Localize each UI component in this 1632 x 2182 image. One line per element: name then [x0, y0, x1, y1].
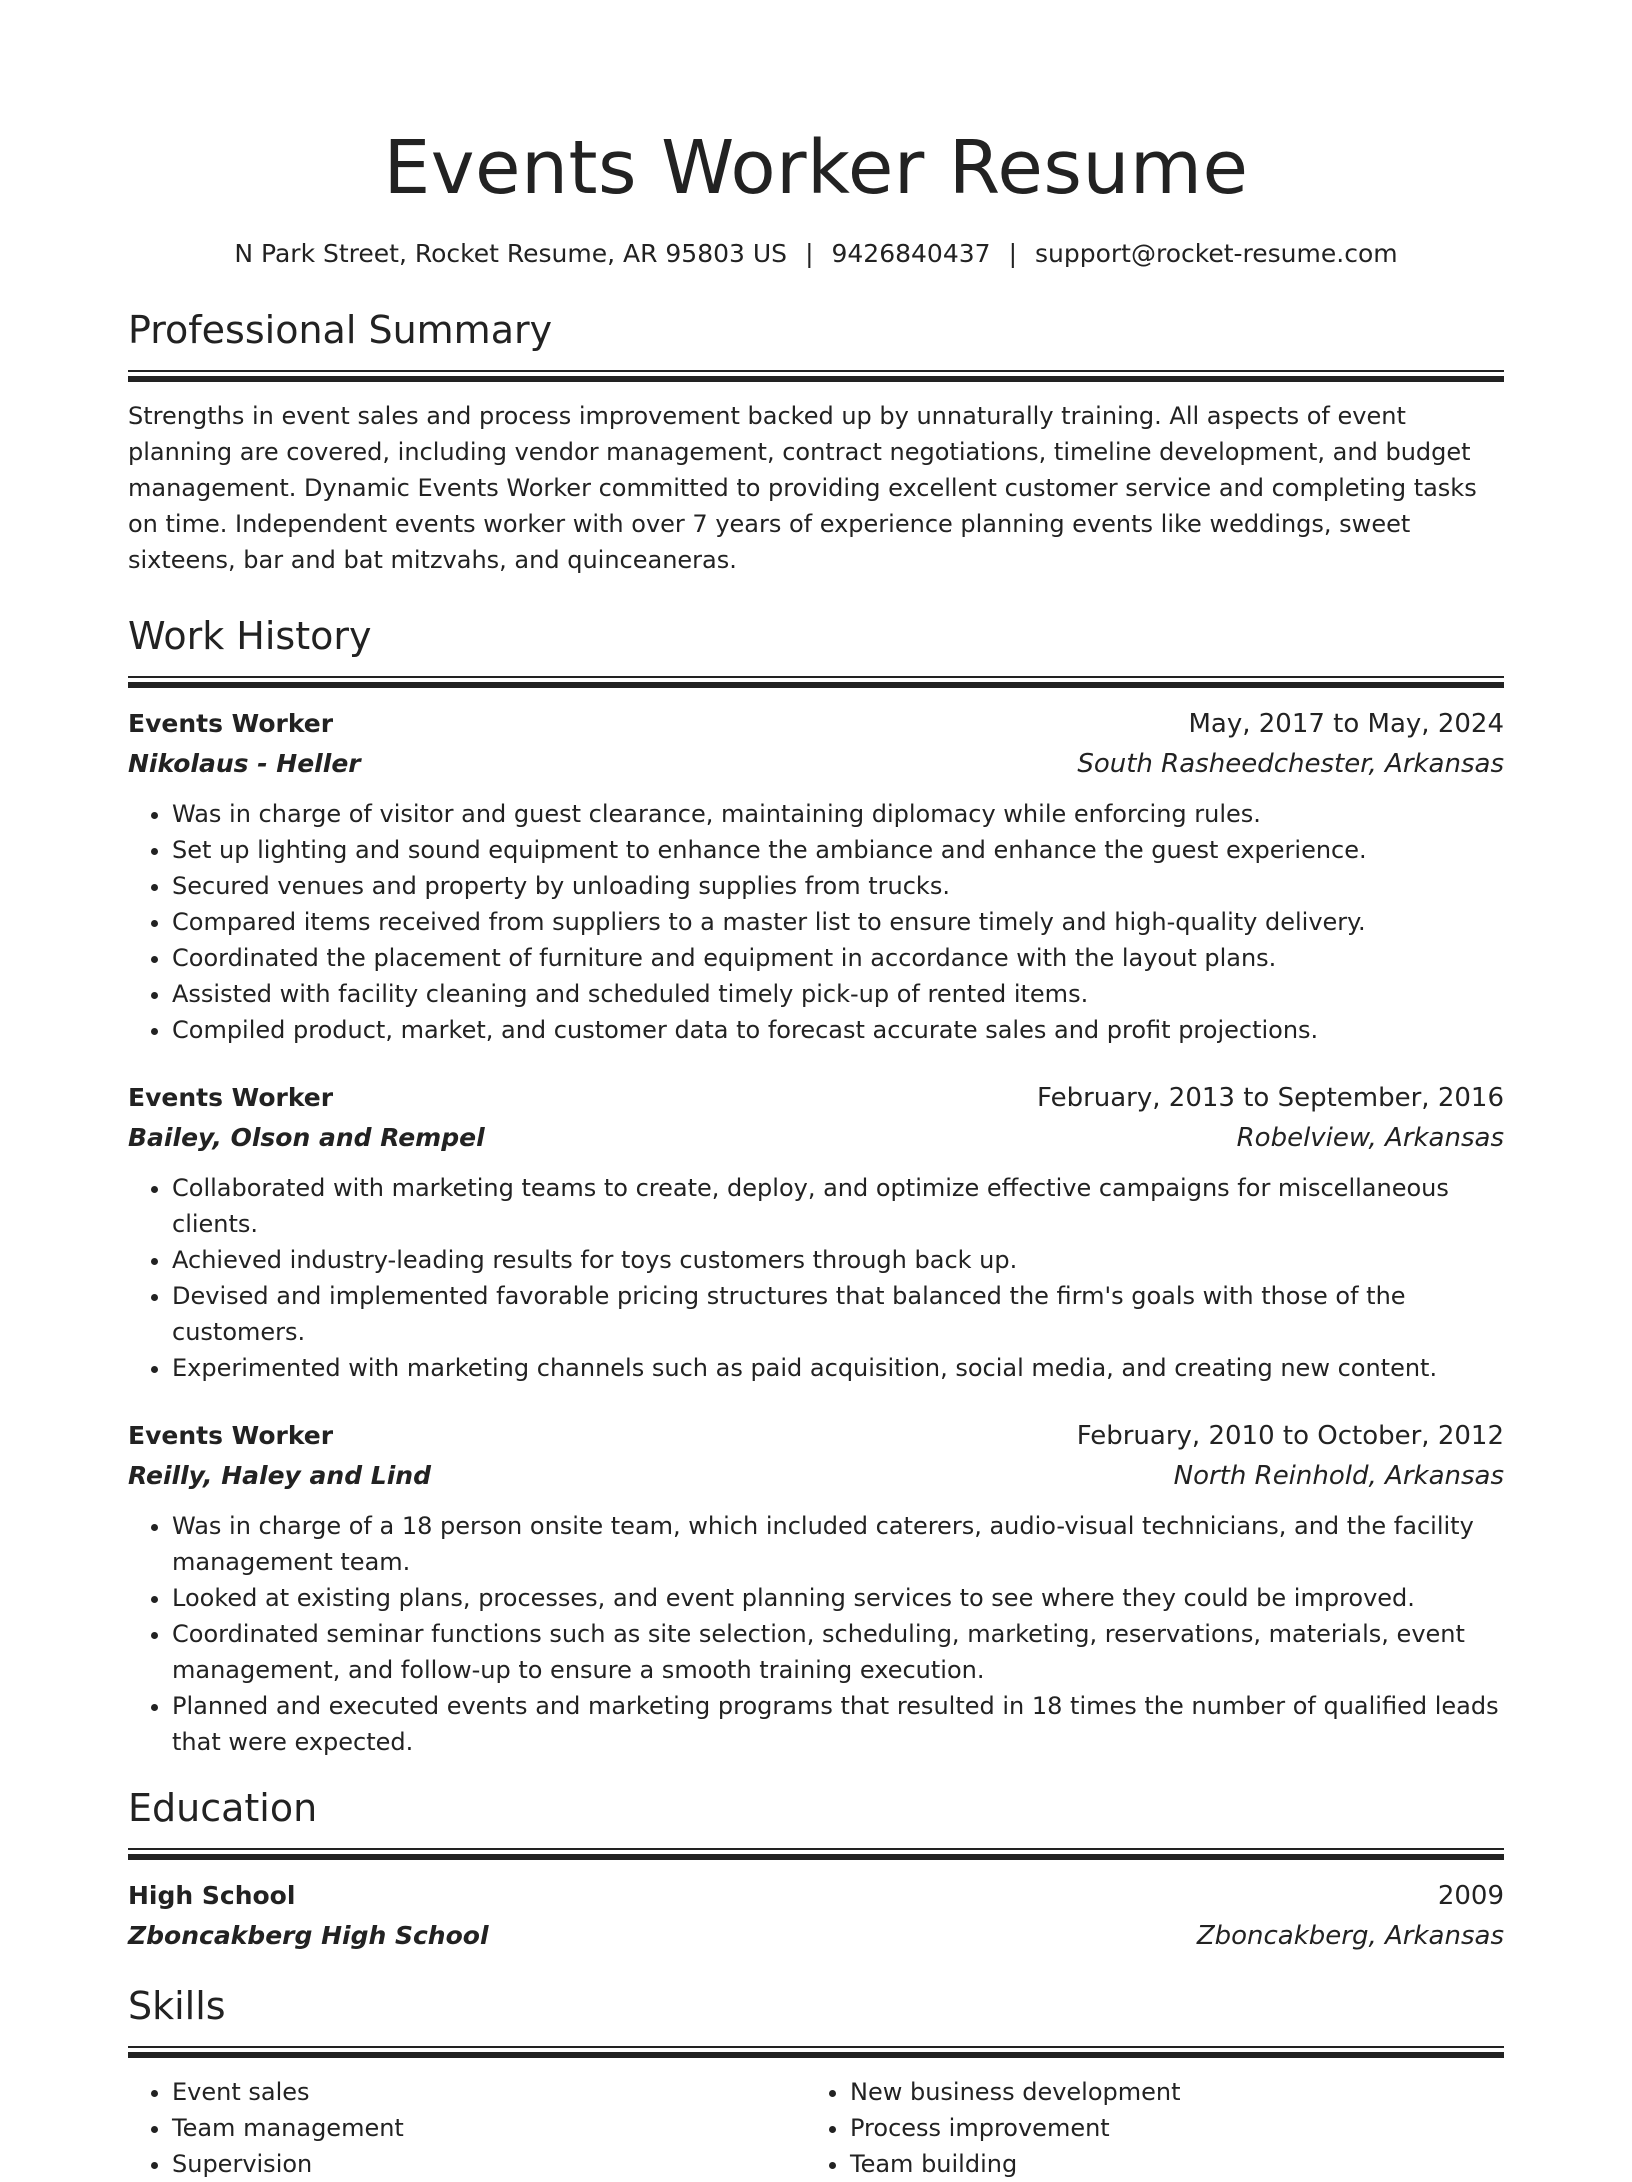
education-entry: [128, 1876, 1504, 1956]
job-dates: February, 2010 to October, 2012: [1076, 1421, 1504, 1451]
list-item: • Assisted with facility cleaning and scheduled timely pick-up of rented items.: [172, 976, 1504, 1012]
job-entry: [128, 704, 1504, 1048]
job-company: Reilly, Haley and Lind: [128, 1461, 432, 1490]
section-divider: [128, 370, 1504, 382]
education-section: [128, 1784, 1504, 1956]
skills-section: [128, 1982, 1504, 2182]
education-school: Zboncakberg High School: [128, 1921, 489, 1950]
resume-title: Events Worker Resume: [383, 125, 1249, 211]
job-company: Bailey, Olson and Rempel: [128, 1123, 485, 1152]
job-bullets: [128, 1170, 1504, 1386]
job-location: Robelview, Arkansas: [1236, 1123, 1504, 1153]
section-divider: [128, 676, 1504, 688]
list-item: • Secured venues and property by unloading supplies from trucks.: [172, 868, 1504, 904]
list-item: • Coordinated the placement of furniture and equipment in accordance with the layout plans.: [172, 940, 1504, 976]
list-item: • Achieved industry-leading results for toys customers through back up.: [172, 1242, 1504, 1278]
contact-phone: 9426840437: [831, 239, 991, 268]
list-item: • Looked at existing plans, processes, and event planning services to see where they could be improved.: [172, 1580, 1504, 1616]
job-dates: May, 2017 to May, 2024: [1188, 709, 1504, 739]
skill-item: • New business development: [850, 2074, 1484, 2110]
work-history-section: [128, 612, 1504, 1760]
section-heading-skills: Skills: [128, 1984, 226, 2028]
contact-email: support@rocket-resume.com: [1035, 239, 1398, 268]
job-location: North Reinhold, Arkansas: [1173, 1461, 1504, 1491]
summary-text: Strengths in event sales and process improvement backed up by unnaturally training. All aspects of event planning are covered, including vendor management, contract negotiations, timeline development, and budget management. Dynamic Events Worker committed to providing excellent customer service and completing tasks on time. Independent events worker with over 7 years of experience planning events like weddings, sweet sixteens, bar and bat mitzvahs, and quinceaneras.: [128, 402, 1477, 574]
job-bullets: [128, 1508, 1504, 1760]
job-location: South Rasheedchester, Arkansas: [1077, 749, 1504, 779]
summary-section: [128, 306, 1504, 578]
job-dates: February, 2013 to September, 2016: [1037, 1083, 1504, 1113]
job-bullets: [128, 796, 1504, 1048]
list-item: • Compiled product, market, and customer data to forecast accurate sales and profit projections.: [172, 1012, 1504, 1048]
section-heading-summary: Professional Summary: [128, 308, 553, 352]
skill-item: • Event sales: [172, 2074, 806, 2110]
list-item: • Set up lighting and sound equipment to enhance the ambiance and enhance the guest experience.: [172, 832, 1504, 868]
section-divider: [128, 1848, 1504, 1860]
job-title: Events Worker: [128, 1421, 334, 1450]
job-company: Nikolaus - Heller: [128, 749, 361, 778]
section-divider: [128, 2046, 1504, 2058]
skill-item: • Process improvement: [850, 2110, 1484, 2146]
list-item: • Was in charge of a 18 person onsite team, which included caterers, audio-visual technicians, and the facility management team.: [172, 1508, 1504, 1580]
skill-item: • Team building: [850, 2146, 1484, 2182]
list-item: • Collaborated with marketing teams to create, deploy, and optimize effective campaigns for miscellaneous clients.: [172, 1170, 1504, 1242]
list-item: • Coordinated seminar functions such as site selection, scheduling, marketing, reservations, materials, event management, and follow-up to ensure a smooth training execution.: [172, 1616, 1504, 1688]
list-item: • Was in charge of visitor and guest clearance, maintaining diplomacy while enforcing rules.: [172, 796, 1504, 832]
list-item: • Compared items received from suppliers to a master list to ensure timely and high-quality delivery.: [172, 904, 1504, 940]
section-heading-work-history: Work History: [128, 614, 372, 658]
education-year: 2009: [1437, 1881, 1504, 1911]
education-location: Zboncakberg, Arkansas: [1196, 1921, 1504, 1951]
contact-separator: |: [805, 239, 814, 268]
job-entry: [128, 1078, 1504, 1386]
list-item: • Planned and executed events and marketing programs that resulted in 18 times the number of qualified leads that were expected.: [172, 1688, 1504, 1760]
list-item: • Devised and implemented favorable pricing structures that balanced the firm's goals with those of the customers.: [172, 1278, 1504, 1350]
list-item: • Experimented with marketing channels such as paid acquisition, social media, and creating new content.: [172, 1350, 1504, 1386]
job-title: Events Worker: [128, 1083, 334, 1112]
skills-list: [128, 2074, 1504, 2182]
skill-item: • Supervision: [172, 2146, 806, 2182]
skills-column-left: [128, 2074, 806, 2182]
contact-separator: |: [1008, 239, 1017, 268]
skill-item: • Team management: [172, 2110, 806, 2146]
skills-column-right: [806, 2074, 1484, 2182]
resume-page: [128, 0, 1504, 2182]
contact-line: [128, 238, 1504, 270]
contact-address: N Park Street, Rocket Resume, AR 95803 US: [234, 239, 788, 268]
education-degree: High School: [128, 1881, 296, 1910]
job-entry: [128, 1416, 1504, 1760]
section-heading-education: Education: [128, 1786, 318, 1830]
job-title: Events Worker: [128, 709, 334, 738]
